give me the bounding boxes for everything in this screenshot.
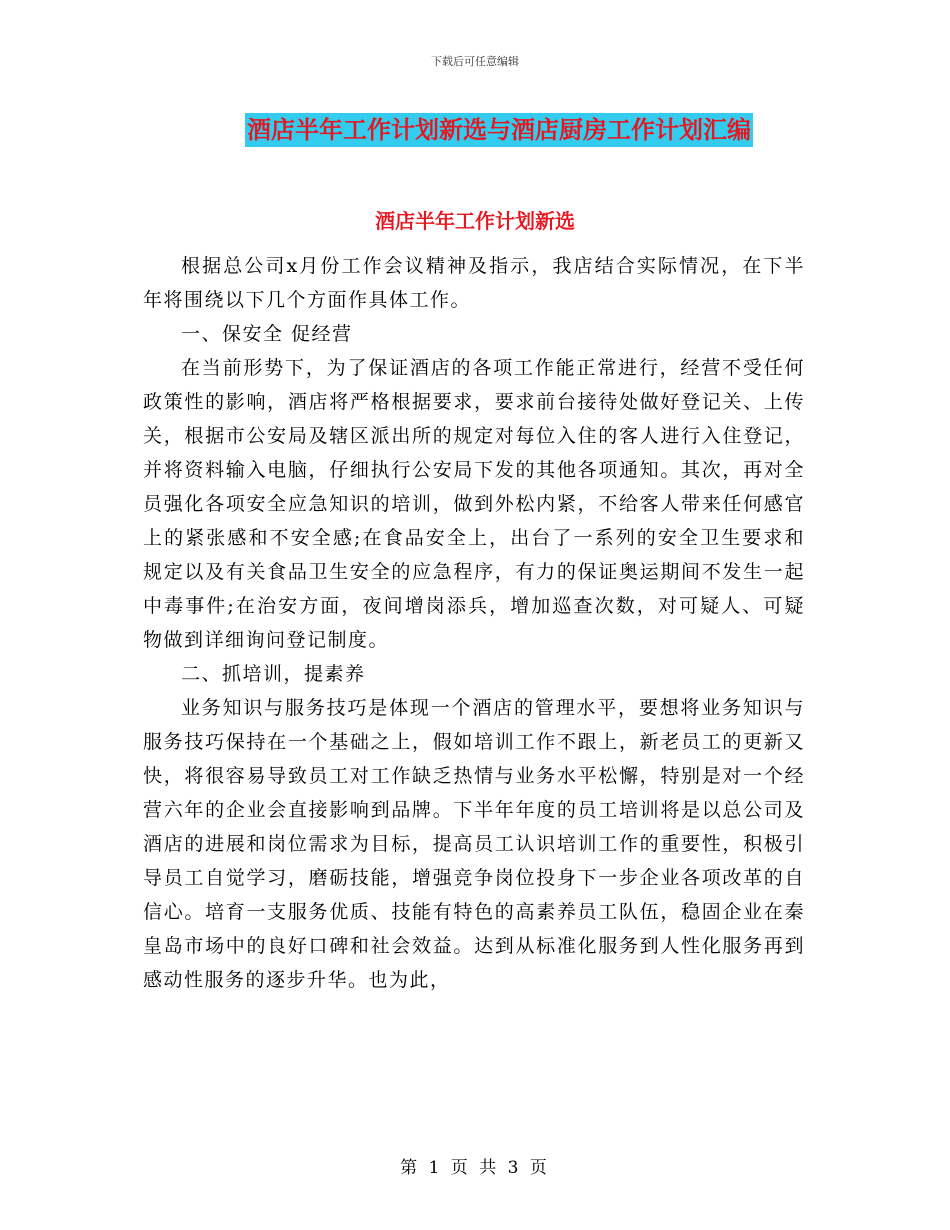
title-wrap [0, 113, 950, 147]
heading-training: 二、抓培训，提素养 [181, 663, 366, 685]
document-body [143, 249, 805, 997]
page-footer: 第 1 页 共 3 页 [400, 1158, 550, 1178]
section-title: 酒店半年工作计划新选 [375, 209, 575, 233]
paragraph-safety: 在当前形势下，为了保证酒店的各项工作能正常进行，经营不受任何政策性的影响，酒店将严格根据要求，要求前台接待处做好登记关、上传关，根据市公安局及辖区派出所的规定对每位入住的客人进行入住登记，并将资料输入电脑，仔细执行公安局下发的其他各项通知。其次，再对全员强化各项安全应急知识的培训，做到外松内紧，不给客人带来任何感官上的紧张感和不安全感;在食品安全上，出台了一系列的安全卫生要求和规定以及有关食品卫生安全的应急程序，有力的保证奥运期间不发生一起中毒事件;在治安方面，夜间增岗添兵，增加巡查次数，对可疑人、可疑物做到详细询问登记制度。 [143, 357, 805, 651]
paragraph-intro: 根据总公司x月份工作会议精神及指示，我店结合实际情况，在下半年将围绕以下几个方面作具体工作。 [143, 255, 805, 311]
paragraph-training: 业务知识与服务技巧是体现一个酒店的管理水平，要想将业务知识与服务技巧保持在一个基础之上，假如培训工作不跟上，新老员工的更新又快，将很容易导致员工对工作缺乏热情与业务水平松懈，特别是对一个经营六年的企业会直接影响到品牌。下半年年度的员工培训将是以总公司及酒店的进展和岗位需求为目标，提高员工认识培训工作的重要性，积极引导员工自觉学习，磨砺技能，增强竞争岗位投身下一步企业各项改革的自信心。培育一支服务优质、技能有特色的高素养员工队伍，稳固企业在秦皇岛市场中的良好口碑和社会效益。达到从标准化服务到人性化服务再到感动性服务的逐步升华。也为此， [143, 697, 805, 991]
document-title: 酒店半年工作计划新选与酒店厨房工作计划汇编 [245, 113, 753, 147]
header-note: 下载后可任意编辑 [431, 55, 519, 68]
heading-safety: 一、保安全 促经营 [181, 323, 353, 345]
